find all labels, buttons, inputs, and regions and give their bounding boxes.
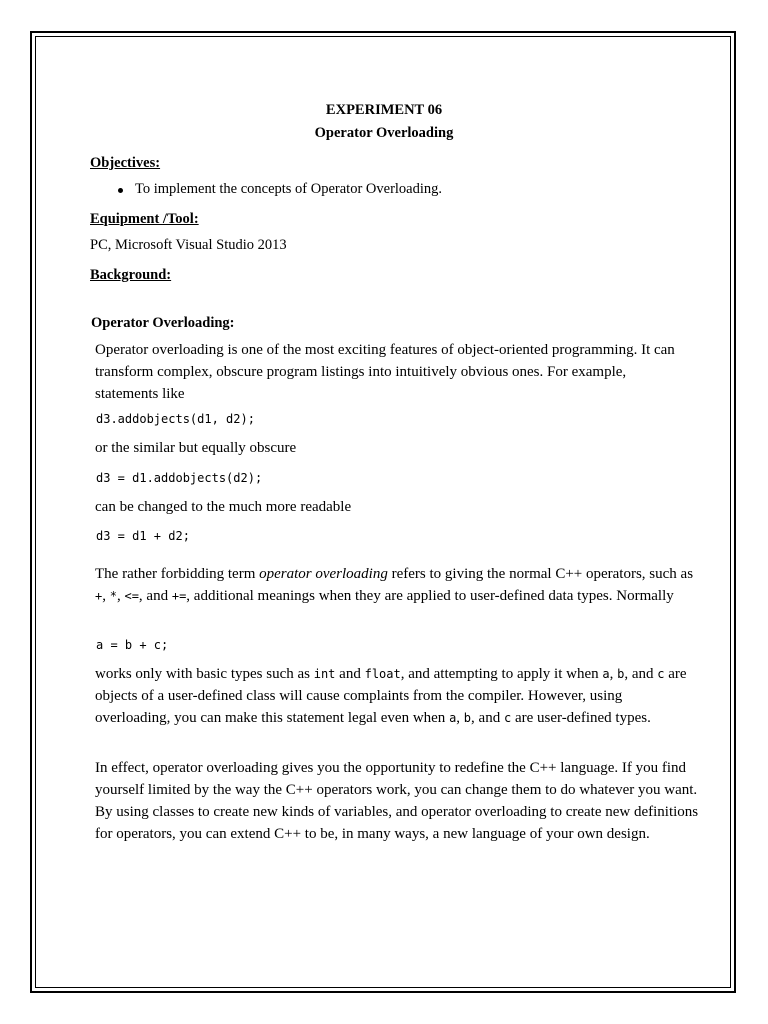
operator-plus: + [95,589,103,603]
basic-text-a: works only with basic types such as [95,666,314,682]
separator: , and [624,666,658,682]
term-text-c: , additional meanings when they are applied to user-defined data types. Normally [186,588,674,604]
term-emphasis: operator overloading [259,566,388,582]
code-example-2: d3 = d1.addobjects(d2); [96,471,263,485]
basic-text-b: , and attempting to apply it when [400,666,603,682]
basic-text-and: and [335,666,365,682]
experiment-title: EXPERIMENT 06 [325,102,443,118]
variable-b: b [463,711,472,725]
bullet-icon [118,188,123,193]
operator-less-equal: <= [124,589,139,603]
variable-a: a [602,667,610,681]
operator-plus-assign: += [171,589,187,603]
paragraph-obscure: or the similar but equally obscure [95,440,297,456]
basic-text-c: are objects of a user-defined class will cause complaints from the compiler. However, using overloading, you can make this statement legal even when [95,666,687,726]
paragraph-basic-types [95,663,695,729]
separator: , [116,588,125,604]
term-text-b: refers to giving the normal C++ operators, such as [387,566,694,582]
paragraph-readable: can be changed to the much more readable [95,499,352,515]
term-text-a: The rather forbidding term [95,566,260,582]
section-heading: Operator Overloading: [91,315,235,331]
code-example-3: d3 = d1 + d2; [96,529,190,543]
separator: , [102,588,110,604]
equipment-heading: Equipment /Tool: [90,211,199,227]
operator-multiply: * [109,589,117,603]
variable-b: b [617,667,625,681]
keyword-float: float [364,667,401,681]
paragraph-term [95,563,695,607]
separator: , and [138,588,172,604]
background-heading: Background: [90,267,172,283]
keyword-int: int [313,667,336,681]
paragraph-intro: Operator overloading is one of the most exciting features of object-oriented programming. It can transform complex, obscure program listings into intuitively obvious ones. For example, statements like [95,342,675,402]
basic-text-d: are user-defined types. [511,710,651,726]
code-example-4: a = b + c; [96,638,169,652]
experiment-subtitle: Operator Overloading [314,125,454,141]
separator: , and [471,710,504,726]
separator: , [456,710,464,726]
code-example-1: d3.addobjects(d1, d2); [96,412,255,426]
variable-a: a [449,711,457,725]
paragraph-in-effect: In effect, operator overloading gives you the opportunity to redefine the C++ language. If you find yourself limited by the way the C++ operators work, you can change them to do whatever you want. By using classes to create new kinds of variables, and operator overloading to create new definitions for operators, you can extend C++ to be, in many ways, a new language of your own design. [95,760,699,842]
objective-item: To implement the concepts of Operator Overloading. [135,181,443,197]
variable-c: c [657,667,665,681]
objectives-heading: Objectives: [90,155,161,171]
equipment-text: PC, Microsoft Visual Studio 2013 [90,237,287,253]
separator: , [609,666,618,682]
variable-c: c [503,711,512,725]
